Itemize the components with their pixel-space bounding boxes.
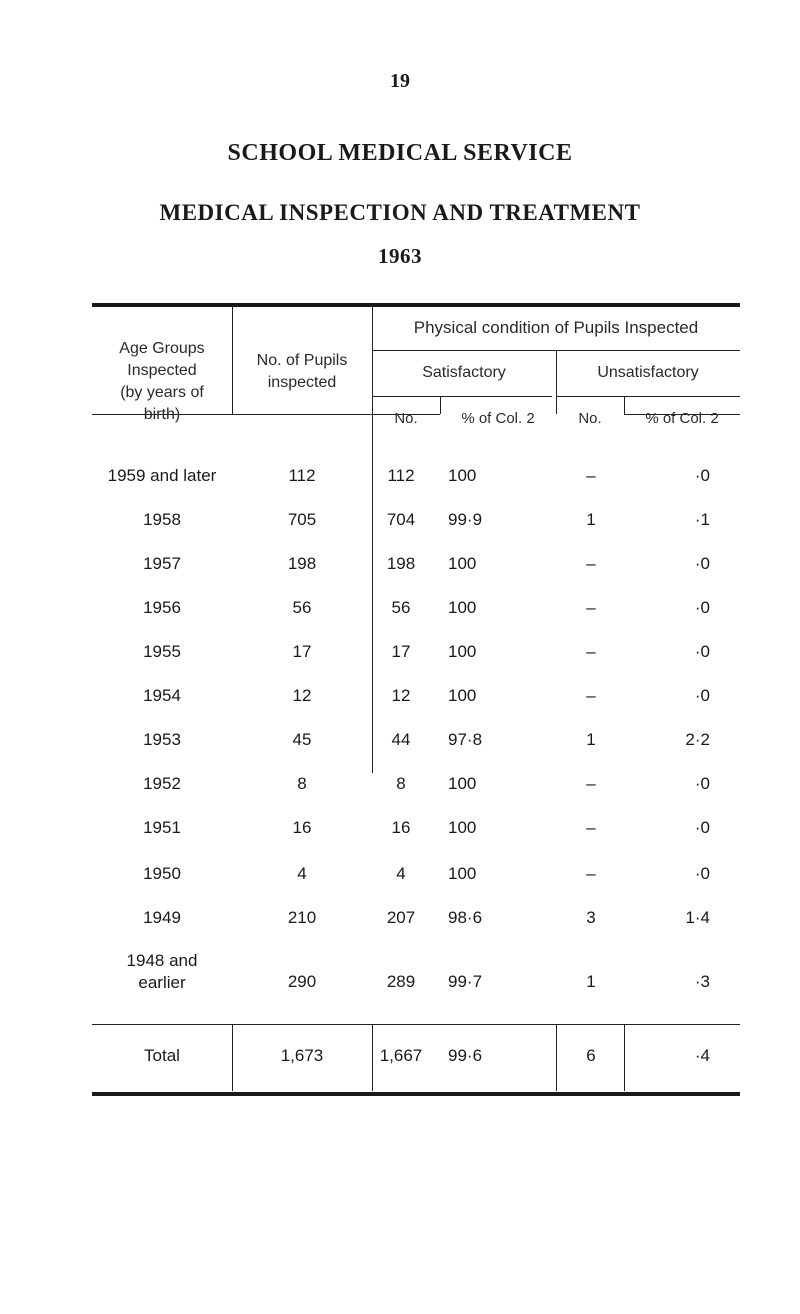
header-unsatisfactory: Unsatisfactory [597,364,699,381]
unsatisfactory-no: – [586,774,596,793]
unsatisfactory-pct: 2·2 [685,730,710,749]
unsatisfactory-pct: ·0 [694,554,710,573]
divider [372,350,740,351]
unsatisfactory-no: – [586,818,596,837]
satisfactory-no: 16 [391,818,411,837]
satisfactory-pct: 97·8 [448,730,483,749]
table-bottom-rule [92,1092,740,1096]
page-number: 19 [390,70,410,92]
unsatisfactory-pct: ·0 [694,774,710,793]
unsatisfactory-pct: 1·4 [685,908,710,927]
pupils-inspected: 210 [287,908,317,927]
satisfactory-pct: 100 [448,598,477,617]
unsatisfactory-pct: ·0 [694,466,710,485]
pupils-inspected: 16 [292,818,312,837]
total-satisfactory-no: 1,667 [379,1046,423,1065]
header-sat-pct: % of Col. 2 [461,410,535,427]
satisfactory-pct: 100 [448,642,477,661]
age-group: 1951 [143,818,181,837]
satisfactory-pct: 99·7 [448,972,483,991]
total-label: Total [144,1046,180,1065]
pupils-inspected: 112 [288,466,316,485]
satisfactory-pct: 100 [448,554,477,573]
satisfactory-pct: 100 [448,774,477,793]
title-year: 1963 [378,244,422,268]
unsatisfactory-no: 3 [586,908,596,927]
total-pupils: 1,673 [280,1046,324,1065]
header-physical-condition: Physical condition of Pupils Inspected [413,318,699,337]
satisfactory-pct: 100 [448,818,477,837]
age-group: 1956 [143,598,181,617]
unsatisfactory-no: – [586,686,596,705]
table-top-rule [92,303,740,307]
title-medical-inspection: MEDICAL INSPECTION AND TREATMENT [159,200,641,225]
pupils-inspected: 45 [292,730,312,749]
pupils-inspected: 56 [292,598,312,617]
satisfactory-pct: 100 [448,864,477,883]
unsatisfactory-no: – [586,466,596,485]
age-group: 1959 and later [107,466,217,485]
pupils-inspected: 198 [287,554,317,573]
unsatisfactory-pct: ·1 [694,510,710,529]
pupils-inspected: 8 [297,774,307,793]
unsatisfactory-no: – [586,642,596,661]
age-group: 1958 [143,510,181,529]
divider [92,1024,740,1025]
age-group: 1954 [143,686,181,705]
satisfactory-no: 4 [396,864,406,883]
total-unsatisfactory-pct: ·4 [694,1046,710,1065]
pupils-inspected: 290 [287,972,317,991]
unsatisfactory-no: – [586,554,596,573]
divider [556,350,557,414]
satisfactory-no: 12 [391,686,411,705]
unsatisfactory-no: 1 [586,730,596,749]
satisfactory-no: 198 [386,554,416,573]
age-group: 1950 [143,864,181,883]
header-age-groups: Age Groups Inspected (by years of birth) [119,340,205,423]
satisfactory-pct: 98·6 [448,908,483,927]
satisfactory-no: 704 [386,510,416,529]
pupils-inspected: 705 [287,510,317,529]
total-unsatisfactory-no: 6 [586,1046,596,1065]
header-pupils-inspected: No. of Pupils inspected [256,352,348,391]
pupils-inspected: 4 [297,864,307,883]
satisfactory-no: 112 [387,466,415,485]
unsatisfactory-pct: ·0 [694,818,710,837]
satisfactory-no: 44 [391,730,411,749]
age-group: 1957 [143,554,181,573]
pupils-inspected: 17 [292,642,312,661]
age-group: 1952 [143,774,181,793]
satisfactory-no: 56 [391,598,411,617]
unsatisfactory-no: – [586,598,596,617]
total-satisfactory-pct: 99·6 [448,1046,483,1065]
age-group: 1948 and earlier [126,951,198,992]
unsatisfactory-pct: ·0 [694,642,710,661]
age-group: 1953 [143,730,181,749]
satisfactory-pct: 99·9 [448,510,483,529]
satisfactory-pct: 100 [448,686,477,705]
satisfactory-no: 207 [386,908,416,927]
header-unsat-no: No. [578,410,602,427]
divider [556,396,740,397]
unsatisfactory-pct: ·0 [694,864,710,883]
satisfactory-no: 8 [396,774,406,793]
header-satisfactory: Satisfactory [422,364,506,381]
unsatisfactory-no: 1 [586,510,596,529]
unsatisfactory-no: – [586,864,596,883]
satisfactory-pct: 100 [448,466,477,485]
header-unsat-pct: % of Col. 2 [645,410,719,427]
age-group: 1955 [143,642,181,661]
pupils-inspected: 12 [292,686,312,705]
satisfactory-no: 289 [386,972,416,991]
header-sat-no: No. [394,410,418,427]
divider [372,396,552,397]
unsatisfactory-no: 1 [586,972,596,991]
unsatisfactory-pct: ·0 [694,686,710,705]
satisfactory-no: 17 [391,642,411,661]
age-group: 1949 [143,908,181,927]
unsatisfactory-pct: ·0 [694,598,710,617]
unsatisfactory-pct: ·3 [694,972,710,991]
title-school-medical-service: SCHOOL MEDICAL SERVICE [227,140,573,166]
